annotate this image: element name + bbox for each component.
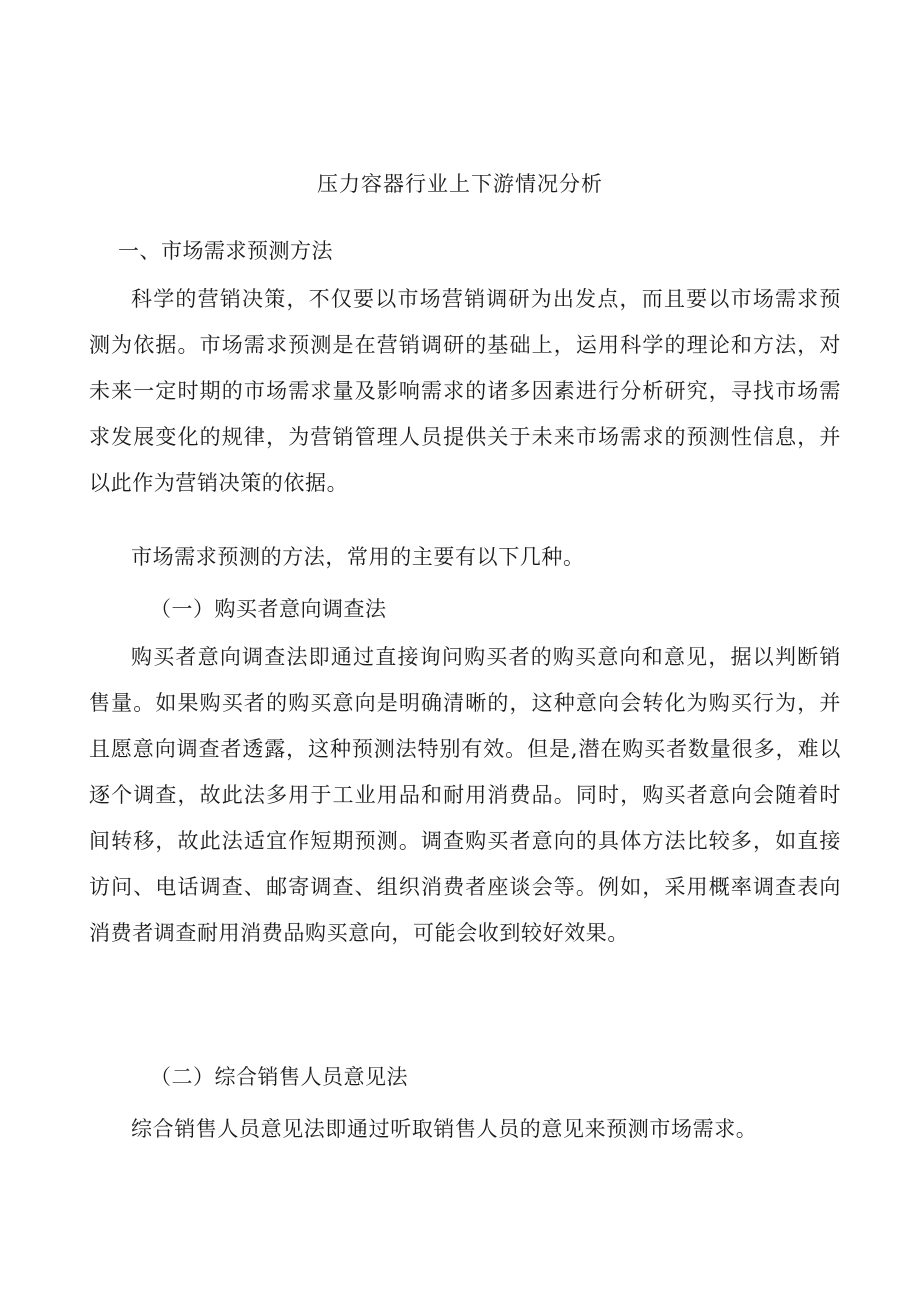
paragraph-buyer-intention: 购买者意向调查法即通过直接询问购买者的购买意向和意见，据以判断销售量。如果购买者的购买意向是明确清晰的，这种意向会转化为购买行为，并且愿意向调查者透露，这种预测法特别有效。但是,潜在购买者数量很多，难以逐个调查，故此法多用于工业用品和耐用消费品。同时，购买者意向会随着时间转移，故此法适宜作短期预测。调查购买者意向的具体方法比较多，如直接访问、电话调查、邮寄调查、组织消费者座谈会等。例如，采用概率调查表向消费者调查耐用消费品购买意向，可能会收到较好效果。 [89, 645, 841, 945]
paragraph-intro: 科学的营销决策，不仅要以市场营销调研为出发点，而且要以市场需求预测为依据。市场需求预测是在营销调研的基础上，运用科学的理论和方法，对未来一定时期的市场需求量及影响需求的诸多因素进行分析研究，寻找市场需求发展变化的规律，为营销管理人员提供关于未来市场需求的预测性信息，并以此作为营销决策的依据。 [89, 287, 841, 495]
paragraph-methods-overview: 市场需求预测的方法，常用的主要有以下几种。 [131, 545, 585, 569]
subsection-heading-buyer-intention: （一）购买者意向调查法 [150, 597, 387, 621]
section-heading-market-demand-forecast: 一、市场需求预测方法 [118, 239, 333, 263]
paragraph-sales-opinion: 综合销售人员意见法即通过听取销售人员的意见来预测市场需求。 [131, 1117, 758, 1141]
subsection-heading-sales-opinion: （二）综合销售人员意见法 [150, 1065, 408, 1089]
document-title: 压力容器行业上下游情况分析 [317, 172, 603, 196]
